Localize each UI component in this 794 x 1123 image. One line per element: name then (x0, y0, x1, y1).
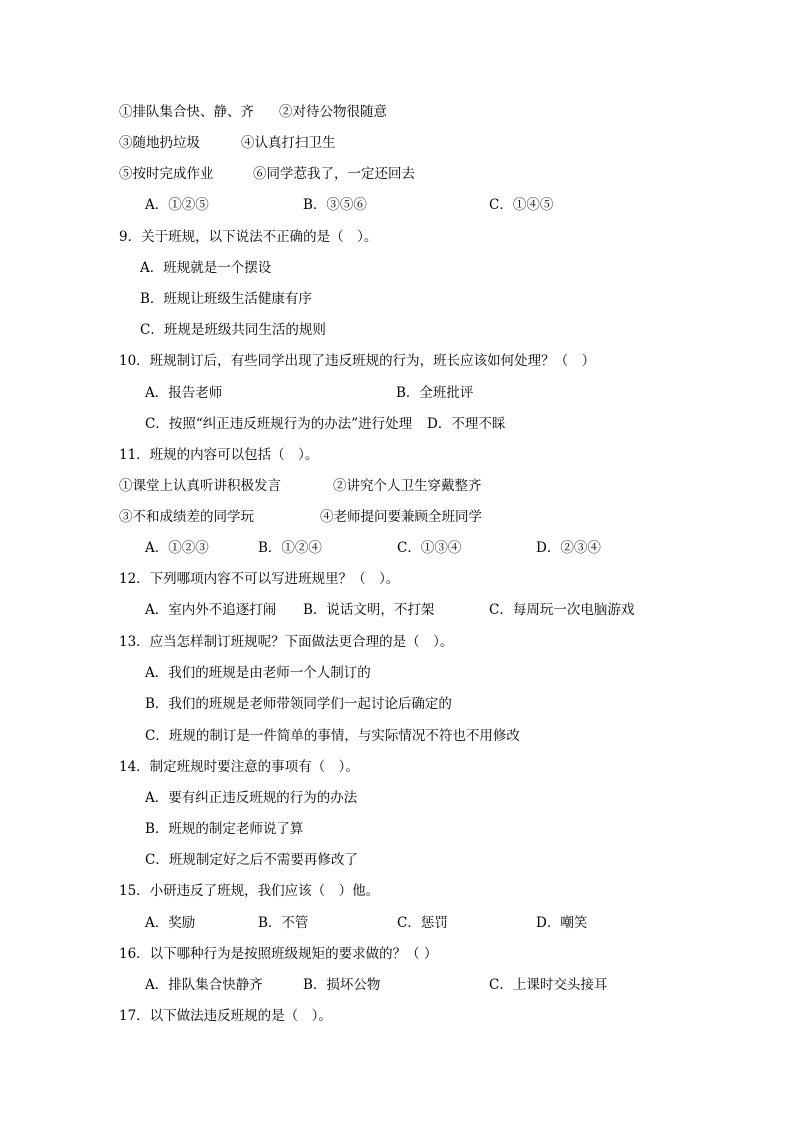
q8-item-1: ①排队集合快、静、齐 (119, 104, 254, 120)
q17-stem: 17．以下做法违反班规的是（ ）。 (119, 1008, 332, 1024)
q11-option-a: A．①②③ (145, 540, 209, 556)
q8-item-6: ⑥同学惹我了，一定还回去 (253, 166, 415, 182)
q11-item-2: ②讲究个人卫生穿戴整齐 (333, 478, 482, 494)
q14-option-b: B．班规的制定老师说了算 (145, 821, 304, 837)
q12-option-c: C．每周玩一次电脑游戏 (489, 602, 635, 618)
q14-option-a: A．要有纠正违反班规的行为的办法 (145, 790, 358, 806)
q10-option-d: D．不理不睬 (427, 416, 506, 432)
q14-stem: 14．制定班规时要注意的事项有（ ）。 (119, 759, 359, 775)
q8-option-c: C．①④⑤ (489, 197, 554, 213)
q11-item-3: ③不和成绩差的同学玩 (119, 509, 254, 525)
q10-option-a: A．报告老师 (145, 385, 223, 401)
q15-option-b: B．不管 (258, 915, 309, 931)
q9-option-b: B．班规让班级生活健康有序 (140, 291, 312, 307)
q11-item-4: ④老师提问要兼顾全班同学 (320, 509, 482, 525)
q13-option-b: B．我们的班规是老师带领同学们一起讨论后确定的 (145, 696, 452, 712)
q11-option-c: C．①③④ (397, 540, 462, 556)
q11-option-b: B．①②④ (258, 540, 322, 556)
q15-option-d: D．嘲笑 (536, 915, 588, 931)
q16-stem: 16．以下哪种行为是按照班级规矩的要求做的？（ ） (119, 946, 438, 962)
q15-option-c: C．惩罚 (397, 915, 448, 931)
q12-stem: 12．下列哪项内容不可以写进班规里？（ ）。 (119, 571, 400, 587)
q8-item-2: ②对待公物很随意 (279, 104, 387, 120)
q12-option-a: A．室内外不追逐打闹 (145, 602, 277, 618)
q12-option-b: B．说话文明，不打架 (303, 602, 435, 618)
q11-item-1: ①课堂上认真听讲积极发言 (119, 478, 281, 494)
q10-option-c: C．按照“纠正违反班规行为的办法”进行处理 (145, 416, 413, 432)
q8-option-a: A．①②⑤ (145, 197, 209, 213)
q9-stem: 9．关于班规，以下说法不正确的是（ ）。 (119, 229, 378, 245)
q9-option-c: C．班规是班级共同生活的规则 (140, 322, 326, 338)
q11-stem: 11．班规的内容可以包括（ ）。 (119, 447, 319, 463)
q8-item-5: ⑤按时完成作业 (119, 166, 214, 182)
q10-option-b: B．全班批评 (396, 385, 474, 401)
q13-stem: 13．应当怎样制订班规呢？下面做法更合理的是（ ）。 (119, 634, 454, 650)
q13-option-a: A．我们的班规是由老师一个人制订的 (145, 665, 371, 681)
q14-option-c: C．班规制定好之后不需要再修改了 (145, 852, 358, 868)
q16-option-c: C．上课时交头接耳 (489, 977, 608, 993)
q9-option-a: A．班规就是一个摆设 (140, 260, 272, 276)
q10-stem: 10．班规制订后，有些同学出现了违反班规的行为，班长应该如何处理？（ ） (119, 353, 596, 369)
q8-item-4: ④认真打扫卫生 (241, 135, 336, 151)
q16-option-a: A．排队集合快静齐 (145, 977, 263, 993)
q16-option-b: B．损坏公物 (303, 977, 381, 993)
q15-option-a: A．奖励 (145, 915, 196, 931)
q8-item-3: ③随地扔垃圾 (119, 135, 200, 151)
q13-option-c: C．班规的制订是一件简单的事情，与实际情况不符也不用修改 (145, 728, 520, 744)
q8-option-b: B．③⑤⑥ (303, 197, 367, 213)
q11-option-d: D．②③④ (536, 540, 601, 556)
q15-stem: 15．小研违反了班规，我们应该（ ）他。 (119, 883, 380, 899)
